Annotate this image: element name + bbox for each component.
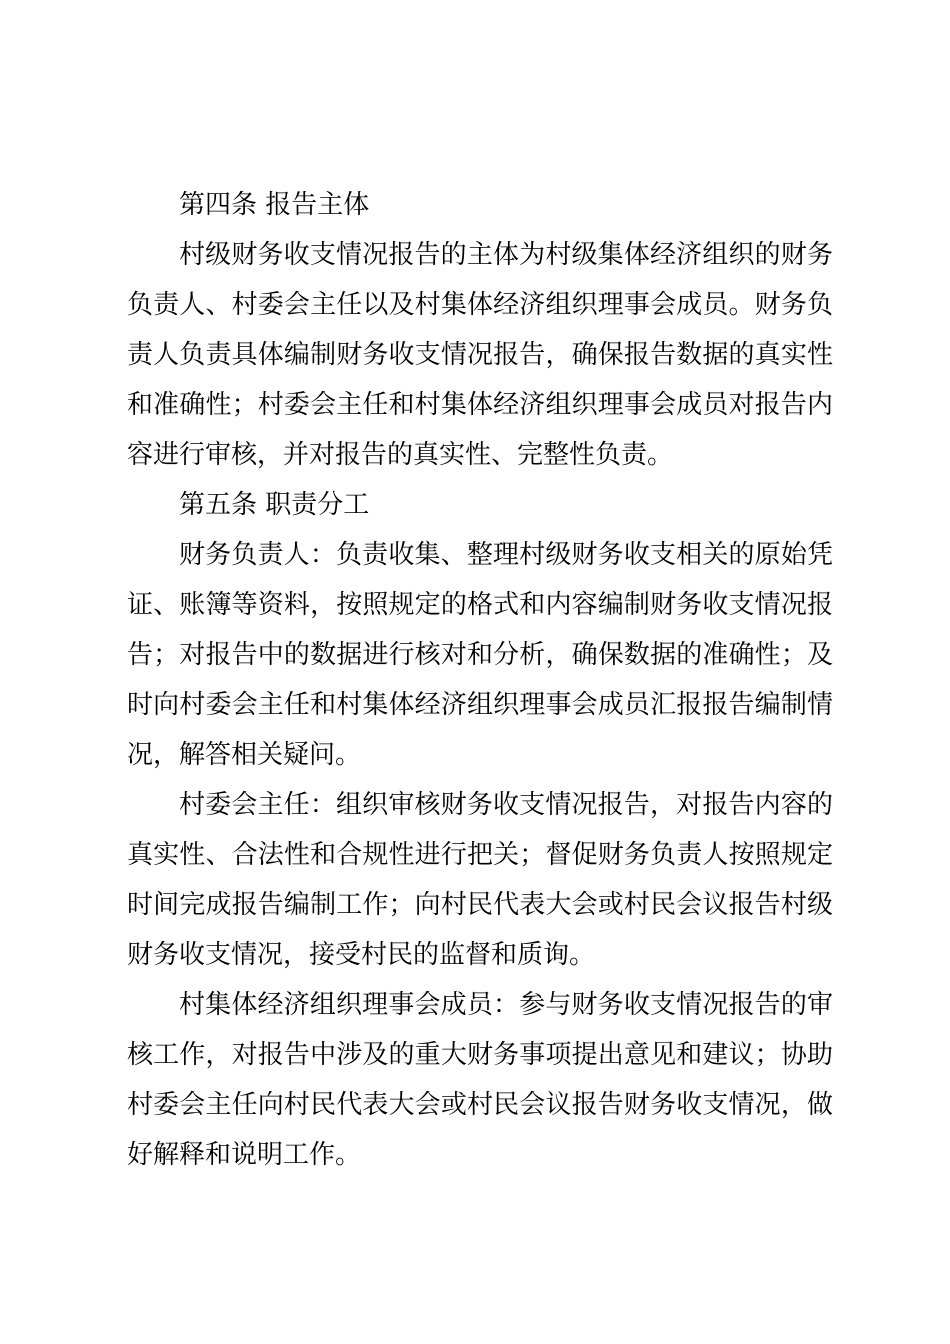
paragraph-line: 财务收支情况，接受村民的监督和质询。: [127, 940, 596, 970]
paragraph-line: 村委会主任：组织审核财务收支情况报告，对报告内容的: [179, 790, 833, 820]
article-5-heading: 第五条 职责分工: [179, 490, 370, 520]
article-4-heading: 第四条 报告主体: [179, 190, 370, 220]
paragraph-line: 况，解答相关疑问。: [127, 740, 362, 770]
document-body: [127, 180, 833, 1180]
paragraph-line: 告；对报告中的数据进行核对和分析，确保数据的准确性；及: [127, 640, 833, 670]
paragraph-line: 村委会主任向村民代表大会或村民会议报告财务收支情况，做: [127, 1090, 833, 1120]
paragraph-line: 容进行审核，并对报告的真实性、完整性负责。: [127, 440, 674, 470]
paragraph-line: 责人负责具体编制财务收支情况报告，确保报告数据的真实性: [127, 340, 833, 370]
paragraph-line: 负责人、村委会主任以及村集体经济组织理事会成员。财务负: [127, 290, 833, 320]
paragraph-line: 好解释和说明工作。: [127, 1140, 362, 1170]
paragraph-line: 时间完成报告编制工作；向村民代表大会或村民会议报告村级: [127, 890, 833, 920]
paragraph-line: 村级财务收支情况报告的主体为村级集体经济组织的财务: [179, 240, 833, 270]
paragraph-line: 和准确性；村委会主任和村集体经济组织理事会成员对报告内: [127, 390, 833, 420]
paragraph-line: 村集体经济组织理事会成员：参与财务收支情况报告的审: [179, 990, 833, 1020]
paragraph-line: 核工作，对报告中涉及的重大财务事项提出意见和建议；协助: [127, 1040, 833, 1070]
paragraph-line: 证、账簿等资料，按照规定的格式和内容编制财务收支情况报: [127, 590, 833, 620]
paragraph-line: 财务负责人：负责收集、整理村级财务收支相关的原始凭: [179, 540, 833, 570]
paragraph-line: 真实性、合法性和合规性进行把关；督促财务负责人按照规定: [127, 840, 833, 870]
paragraph-line: 时向村委会主任和村集体经济组织理事会成员汇报报告编制情: [127, 690, 833, 720]
